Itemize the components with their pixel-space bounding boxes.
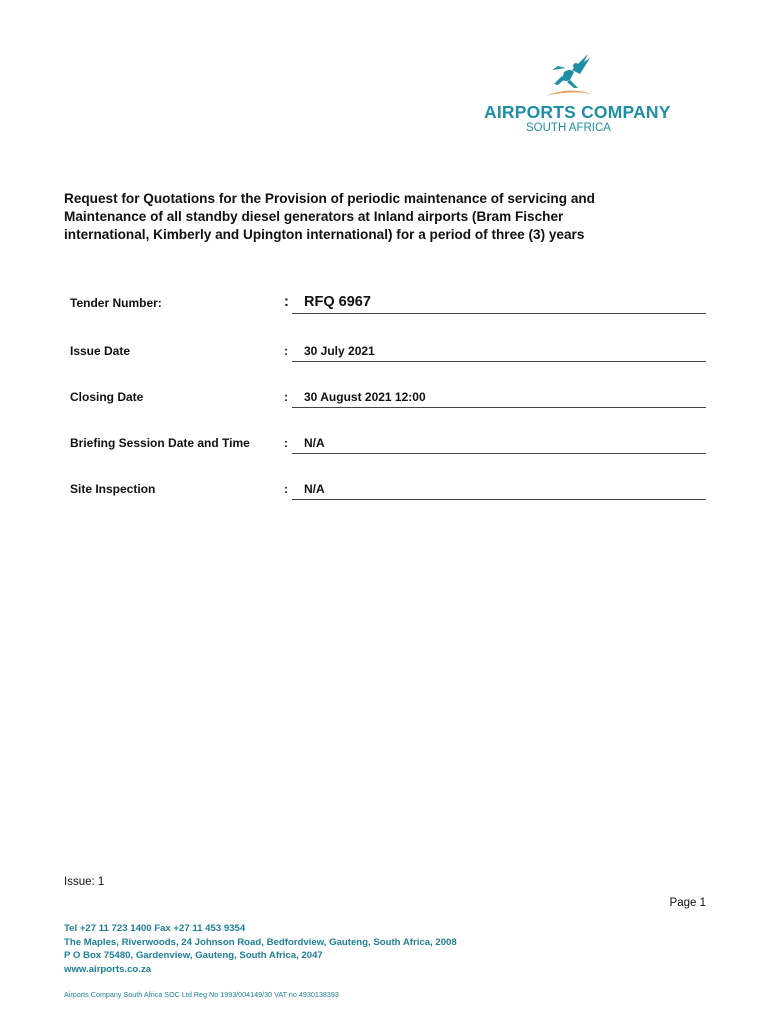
field-label: Tender Number:: [70, 296, 162, 310]
field-colon: :: [284, 436, 288, 450]
document-title: [64, 190, 714, 244]
field-label: Site Inspection: [70, 482, 156, 496]
footer-web-link[interactable]: www.airports.co.za: [64, 964, 152, 976]
field-value: N/A: [292, 482, 706, 500]
field-colon: :: [284, 294, 289, 310]
field-value: RFQ 6967: [292, 294, 706, 314]
field-label: Closing Date: [70, 390, 144, 404]
field-value: N/A: [292, 436, 706, 454]
field-value: 30 July 2021: [292, 344, 706, 362]
footer-registration: Airports Company South Africa SOC Ltd Reg No 1993/004149/30 VAT no 4930138393: [64, 990, 339, 999]
field-issue-date: [70, 340, 706, 362]
footer-pobox: P O Box 75480, Gardenview, Gauteng, South Africa, 2047: [64, 950, 323, 962]
flying-figure-icon: [540, 50, 600, 102]
title-line: Maintenance of all standby diesel generators at Inland airports (Bram Fischer: [64, 209, 564, 224]
field-colon: :: [284, 344, 288, 358]
title-line: Request for Quotations for the Provision of periodic maintenance of servicing and: [64, 191, 595, 206]
footer-address: The Maples, Riverwoods, 24 Johnson Road, Bedfordview, Gauteng, South Africa, 2008: [64, 936, 457, 948]
field-briefing-session: [70, 432, 706, 454]
logo-main-text: AIRPORTS COMPANY: [484, 102, 671, 122]
field-label: Briefing Session Date and Time: [70, 436, 250, 450]
page-number: Page 1: [669, 897, 706, 909]
field-colon: :: [284, 482, 288, 496]
company-logo: [480, 50, 670, 140]
field-tender-number: [70, 292, 706, 314]
title-line: international, Kimberly and Upington international) for a period of three (3) years: [64, 227, 585, 242]
logo-sub-text: SOUTH AFRICA: [526, 122, 611, 134]
issue-number: Issue: 1: [64, 876, 105, 888]
footer-tel: Tel +27 11 723 1400 Fax +27 11 453 9354: [64, 923, 246, 934]
field-site-inspection: [70, 478, 706, 500]
field-colon: :: [284, 390, 288, 404]
field-label: Issue Date: [70, 344, 131, 358]
footer-contact: [64, 922, 457, 977]
field-closing-date: [70, 386, 706, 408]
field-value: 30 August 2021 12:00: [292, 390, 706, 408]
